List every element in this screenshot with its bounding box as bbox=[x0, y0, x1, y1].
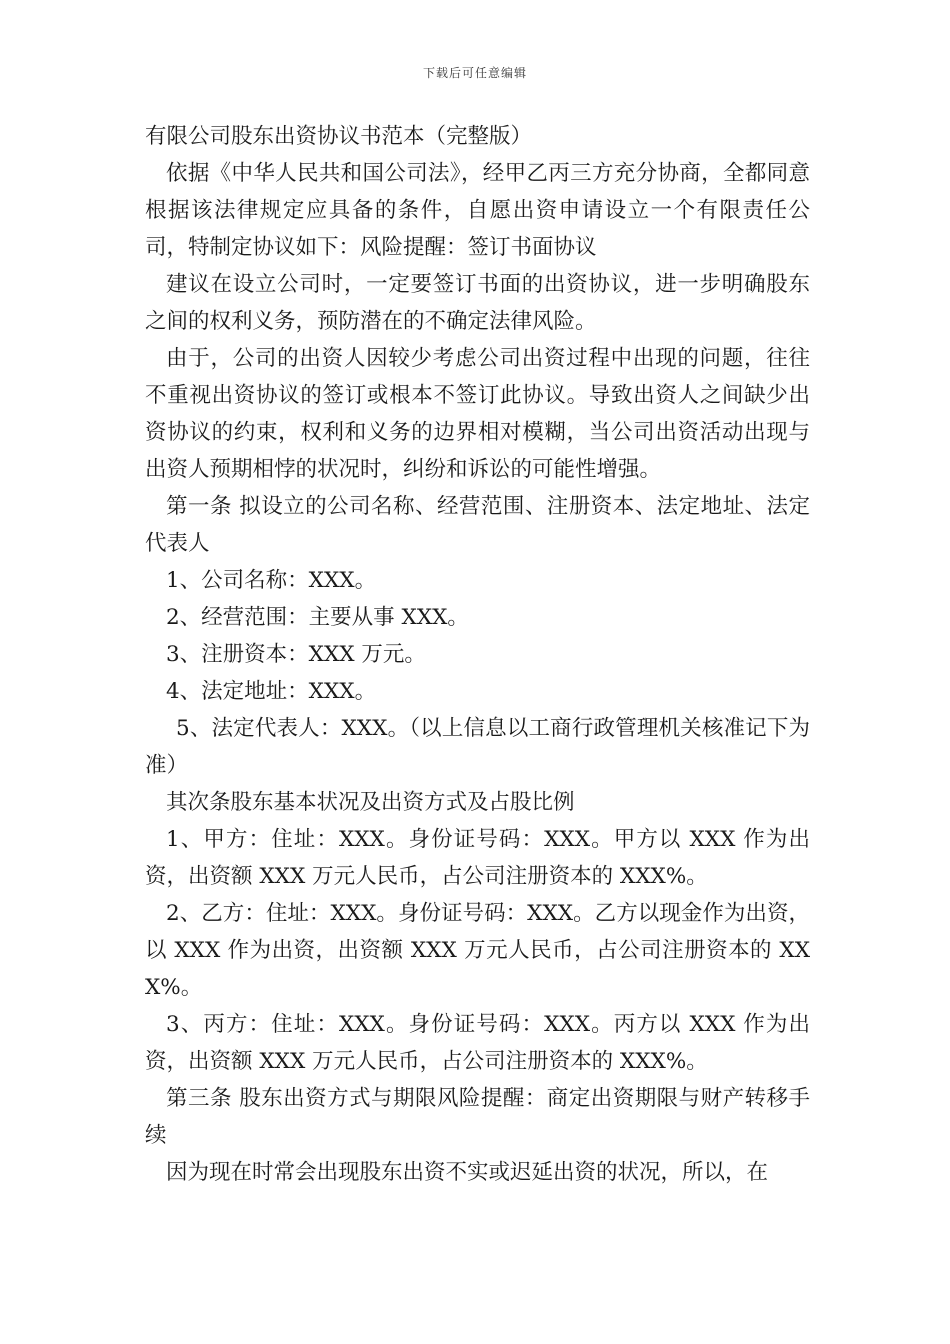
list-item-company-name: 1、公司名称：XXX。 bbox=[166, 568, 377, 593]
document-body bbox=[145, 118, 810, 1191]
paragraph-reason: 由于，公司的出资人因较少考虑公司出资过程中出现的问题，往往不重视出资协议的签订或根本不签订此协议。导致出资人之间缺少出资协议的约束，权利和义务的边界相对模糊，当公司出资活动出现与出资人预期相悖的状况时，纠纷和诉讼的可能性增强。 bbox=[145, 346, 810, 482]
article-3-heading: 第三条 股东出资方式与期限风险提醒：商定出资期限与财产转移手续 bbox=[145, 1086, 810, 1148]
list-item-party-a: 1、甲方：住址：XXX。身份证号码：XXX。甲方以 XXX 作为出资，出资额 XXX 万元人民币，占公司注册资本的 XXX%。 bbox=[145, 827, 810, 889]
article-1-heading: 第一条 拟设立的公司名称、经营范围、注册资本、法定地址、法定代表人 bbox=[145, 494, 810, 556]
list-item-registered-capital: 3、注册资本：XXX 万元。 bbox=[166, 642, 426, 667]
paragraph-basis: 依据《中华人民共和国公司法》，经甲乙丙三方充分协商，全都同意根据该法律规定应具备的条件，自愿出资申请设立一个有限责任公司，特制定协议如下：风险提醒：签订书面协议 bbox=[145, 161, 810, 260]
list-item-party-c: 3、丙方：住址：XXX。身份证号码：XXX。丙方以 XXX 作为出资，出资额 XXX 万元人民币，占公司注册资本的 XXX%。 bbox=[145, 1012, 810, 1074]
page-header-note: 下载后可任意编辑 bbox=[422, 66, 527, 80]
list-item-party-b: 2、乙方：住址：XXX。身份证号码：XXX。乙方以现金作为出资，以 XXX 作为出资，出资额 XXX 万元人民币，占公司注册资本的 XXX%。 bbox=[145, 901, 810, 1000]
list-item-legal-representative: 5、法定代表人：XXX。（以上信息以工商行政管理机关核准记下为准） bbox=[145, 716, 810, 778]
list-item-legal-address: 4、法定地址：XXX。 bbox=[166, 679, 377, 704]
paragraph-contribution-risk: 因为现在时常会出现股东出资不实或迟延出资的状况，所以，在 bbox=[166, 1160, 769, 1185]
list-item-business-scope: 2、经营范围：主要从事 XXX。 bbox=[166, 605, 469, 630]
paragraph-suggestion: 建议在设立公司时，一定要签订书面的出资协议，进一步明确股东之间的权利义务，预防潜在的不确定法律风险。 bbox=[145, 272, 810, 334]
article-2-heading: 其次条股东基本状况及出资方式及占股比例 bbox=[166, 790, 575, 815]
document-title: 有限公司股东出资协议书范本（完整版） bbox=[145, 124, 533, 149]
